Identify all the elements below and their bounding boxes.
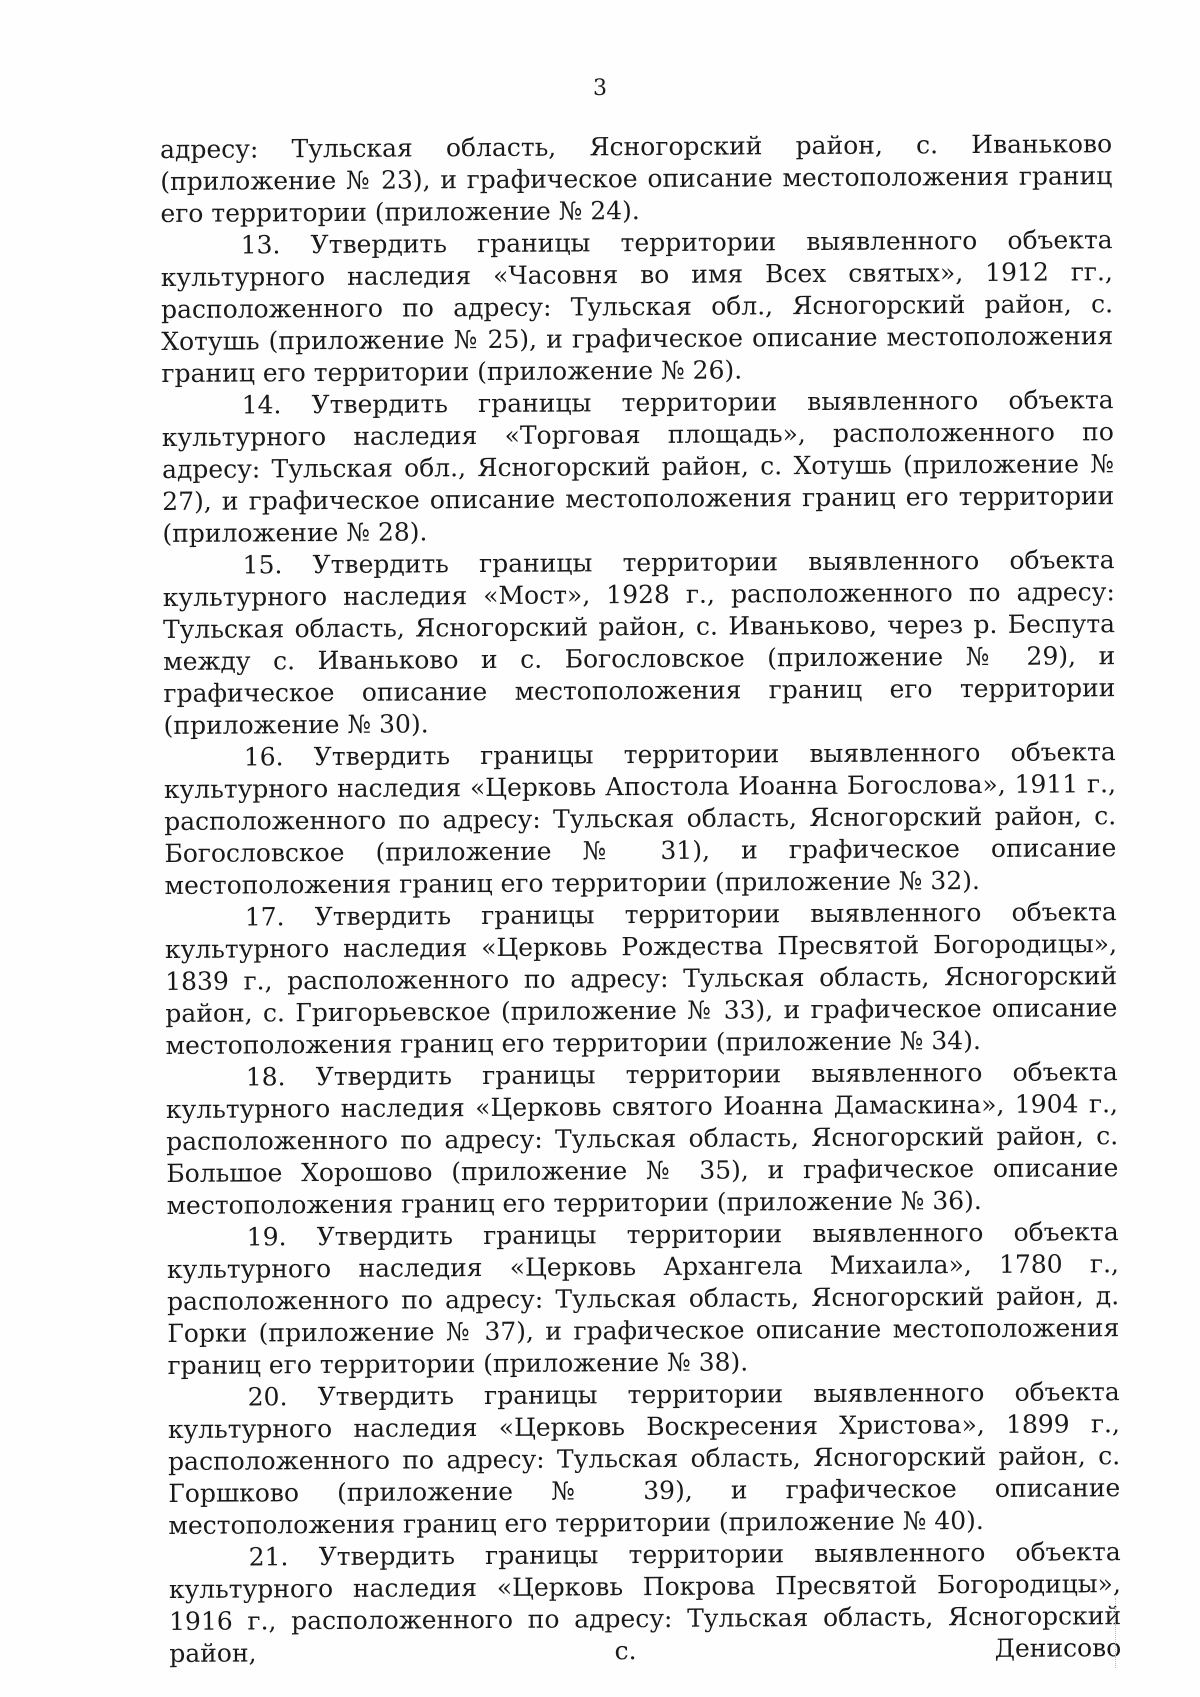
paragraph-item-18: 18. Утвердить границы территории выявленного объекта культурного наследия «Церковь святого Иоанна Дамаскина», 1904 г., расположенного по адресу: Тульская область, Ясногорский район, с. Большое Хорошово (приложение № 35), и графическое описание местоположения границ его территории (приложение № 36). bbox=[165, 1057, 1119, 1220]
paragraph-item-20: 20. Утвердить границы территории выявленного объекта культурного наследия «Церковь Воскресения Христова», 1899 г., расположенного по адресу: Тульская область, Ясногорский район, с. Горшково (приложение № 39), и графическое описание местоположения границ его территории (приложение № 40). bbox=[167, 1377, 1121, 1540]
document-body bbox=[160, 128, 1121, 1670]
page-number: 3 bbox=[593, 76, 607, 101]
paragraph-item-13: 13. Утвердить границы территории выявленного объекта культурного наследия «Часовня во имя Всех святых», 1912 гг., расположенного по адресу: Тульская обл., Ясногорский район, с. Хотушь (приложение № 25), и графическое описание местоположения границ его территории (приложение № 26). bbox=[160, 225, 1114, 388]
paragraph-item-17: 17. Утвердить границы территории выявленного объекта культурного наследия «Церковь Рождества Пресвятой Богородицы», 1839 г., расположенного по адресу: Тульская область, Ясногорский район, с. Григорьевское (приложение № 33), и графическое описание местоположения границ его территории (приложение № 34). bbox=[164, 897, 1118, 1060]
paragraph-item-21: 21. Утвердить границы территории выявленного объекта культурного наследия «Церковь Покрова Пресвятой Богородицы», 1916 г., расположенного по адресу: Тульская область, Ясногорский район, с. Денисово bbox=[168, 1537, 1122, 1668]
paragraph-continuation: адресу: Тульская область, Ясногорский район, с. Иваньково (приложение № 23), и графическое описание местоположения границ его территории (приложение № 24). bbox=[160, 129, 1113, 228]
paragraph-item-19: 19. Утвердить границы территории выявленного объекта культурного наследия «Церковь Архангела Михаила», 1780 г., расположенного по адресу: Тульская область, Ясногорский район, д. Горки (приложение № 37), и графическое описание местоположения границ его территории (приложение № 38). bbox=[166, 1217, 1120, 1380]
paragraph-item-15: 15. Утвердить границы территории выявленного объекта культурного наследия «Мост», 1928 г., расположенного по адресу: Тульская область, Ясногорский район, с. Иваньково, через р. Беспута между с. Иваньково и с. Богословское (приложение № 29), и графическое описание местоположения границ его территории (приложение № 30). bbox=[162, 545, 1116, 740]
scan-edge-mark bbox=[1113, 1598, 1116, 1668]
paragraph-item-16: 16. Утвердить границы территории выявленного объекта культурного наследия «Церковь Апостола Иоанна Богослова», 1911 г., расположенного по адресу: Тульская область, Ясногорский район, с. Богословское (приложение № 31), и графическое описание местоположения границ его территории (приложение № 32). bbox=[163, 737, 1117, 900]
paragraph-item-14: 14. Утвердить границы территории выявленного объекта культурного наследия «Торговая площадь», расположенного по адресу: Тульская обл., Ясногорский район, с. Хотушь (приложение № 27), и графическое описание местоположения границ его территории (приложение № 28). bbox=[161, 385, 1115, 548]
